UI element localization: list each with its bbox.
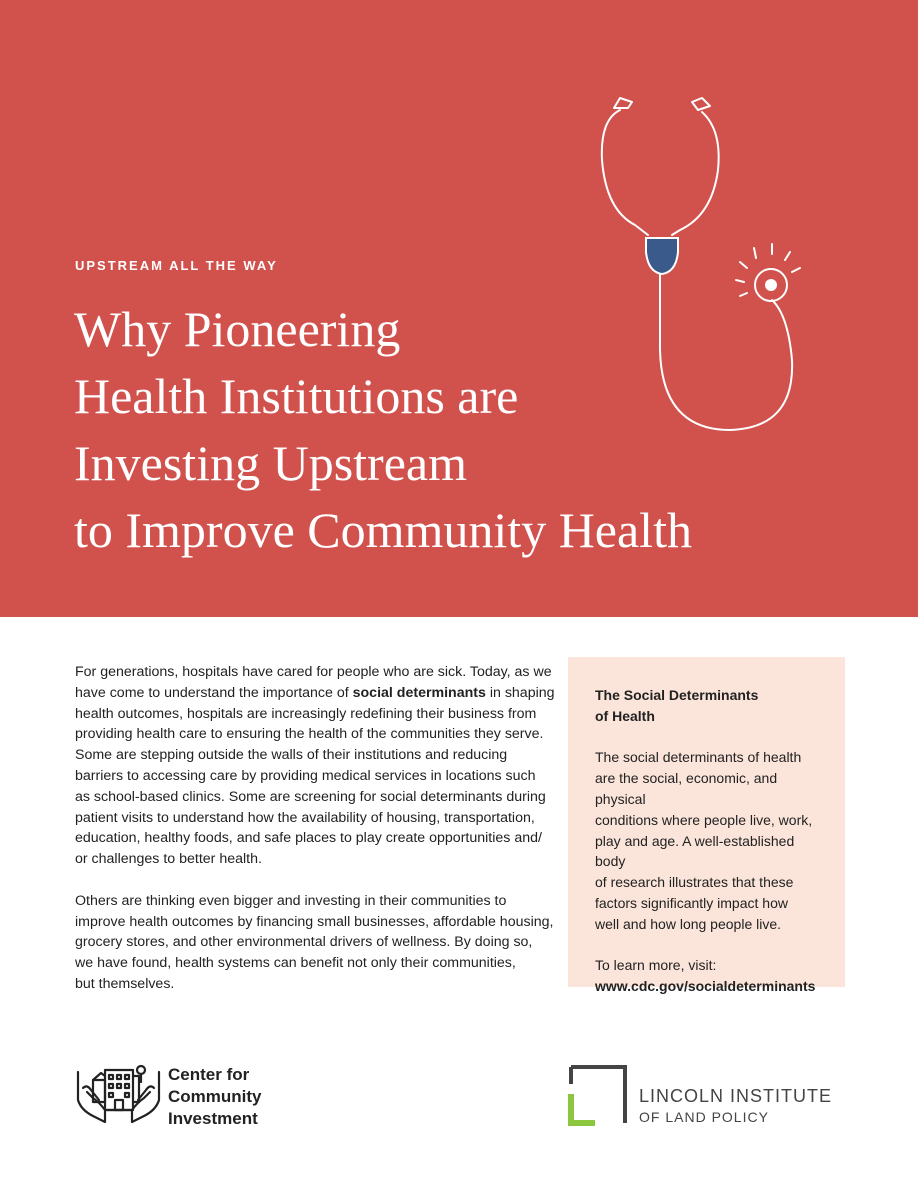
text-line: Investment <box>168 1109 258 1128</box>
chestpiece-shape <box>646 238 678 274</box>
lincoln-logo-text <box>639 1085 832 1127</box>
text-line: patient visits to understand how the availability of housing, transportation, <box>75 809 535 826</box>
lincoln-subtitle: OF LAND POLICY <box>639 1109 769 1125</box>
sidebar-callout <box>568 657 845 995</box>
text-line: improve health outcomes by financing small businesses, affordable housing, <box>75 913 554 930</box>
eyebrow-label: UPSTREAM ALL THE WAY <box>75 258 278 273</box>
text-line: as school-based clinics. Some are screening for social determinants during <box>75 788 546 805</box>
title-line: Investing Upstream <box>74 435 467 491</box>
title-line: to Improve Community Health <box>74 502 692 558</box>
paragraph-1 <box>75 662 555 870</box>
text-line: of Health <box>595 707 655 724</box>
text-line: are the social, economic, and physical <box>595 770 778 807</box>
text-line: education, healthy foods, and safe places to play create opportunities and/ <box>75 830 542 847</box>
text-line: conditions where people live, work, <box>595 811 813 828</box>
text-line: barriers to accessing care by providing medical services in locations such <box>75 767 536 784</box>
learn-more <box>595 955 825 997</box>
text-line: health outcomes, hospitals are increasingly redefining their business from <box>75 705 537 722</box>
text-line: The Social Determinants <box>595 687 759 703</box>
text-line: in shaping <box>485 684 555 701</box>
text-line: For generations, hospitals have cared for people who are sick. Today, as we <box>75 664 552 680</box>
text-line: providing health care to ensuring the health of the communities they serve. <box>75 726 544 743</box>
text-line: The social determinants of health <box>595 749 802 766</box>
cdc-link[interactable]: www.cdc.gov/socialdeterminants <box>595 978 816 995</box>
learn-more-label: To learn more, visit: <box>595 957 717 974</box>
text-line: of research illustrates that these <box>595 874 794 891</box>
text-line: play and age. A well-established body <box>595 832 795 870</box>
title-line: Why Pioneering <box>74 301 401 357</box>
body-text <box>75 662 555 1016</box>
text-line: have come to understand the importance of <box>75 684 353 701</box>
text-line: Community <box>168 1087 262 1106</box>
emphasis-text: social determinants <box>352 684 486 701</box>
text-line: Center for <box>168 1065 250 1084</box>
sidebar-title <box>595 685 825 727</box>
text-line: grocery stores, and other environmental drivers of wellness. By doing so, <box>75 934 533 951</box>
text-line: Some are stepping outside the walls of their institutions and reducing <box>75 747 508 764</box>
text-line: well and how long people live. <box>595 915 782 932</box>
cci-logo-text <box>168 1064 262 1130</box>
text-line: or challenges to better health. <box>75 851 262 868</box>
lincoln-logo-mark-icon <box>568 1064 628 1126</box>
text-line: Others are thinking even bigger and investing in their communities to <box>75 892 507 909</box>
stethoscope-icon <box>590 90 820 435</box>
text-line: we have found, health systems can benefit not only their communities, <box>75 955 516 972</box>
paragraph-2 <box>75 891 555 995</box>
hands-holding-buildings-icon <box>75 1062 165 1128</box>
title-line: Health Institutions are <box>74 368 519 424</box>
sidebar-text <box>595 747 825 934</box>
text-line: but themselves. <box>75 975 175 992</box>
text-line: factors significantly impact how <box>595 894 788 911</box>
lincoln-name: LINCOLN INSTITUTE <box>639 1086 833 1106</box>
